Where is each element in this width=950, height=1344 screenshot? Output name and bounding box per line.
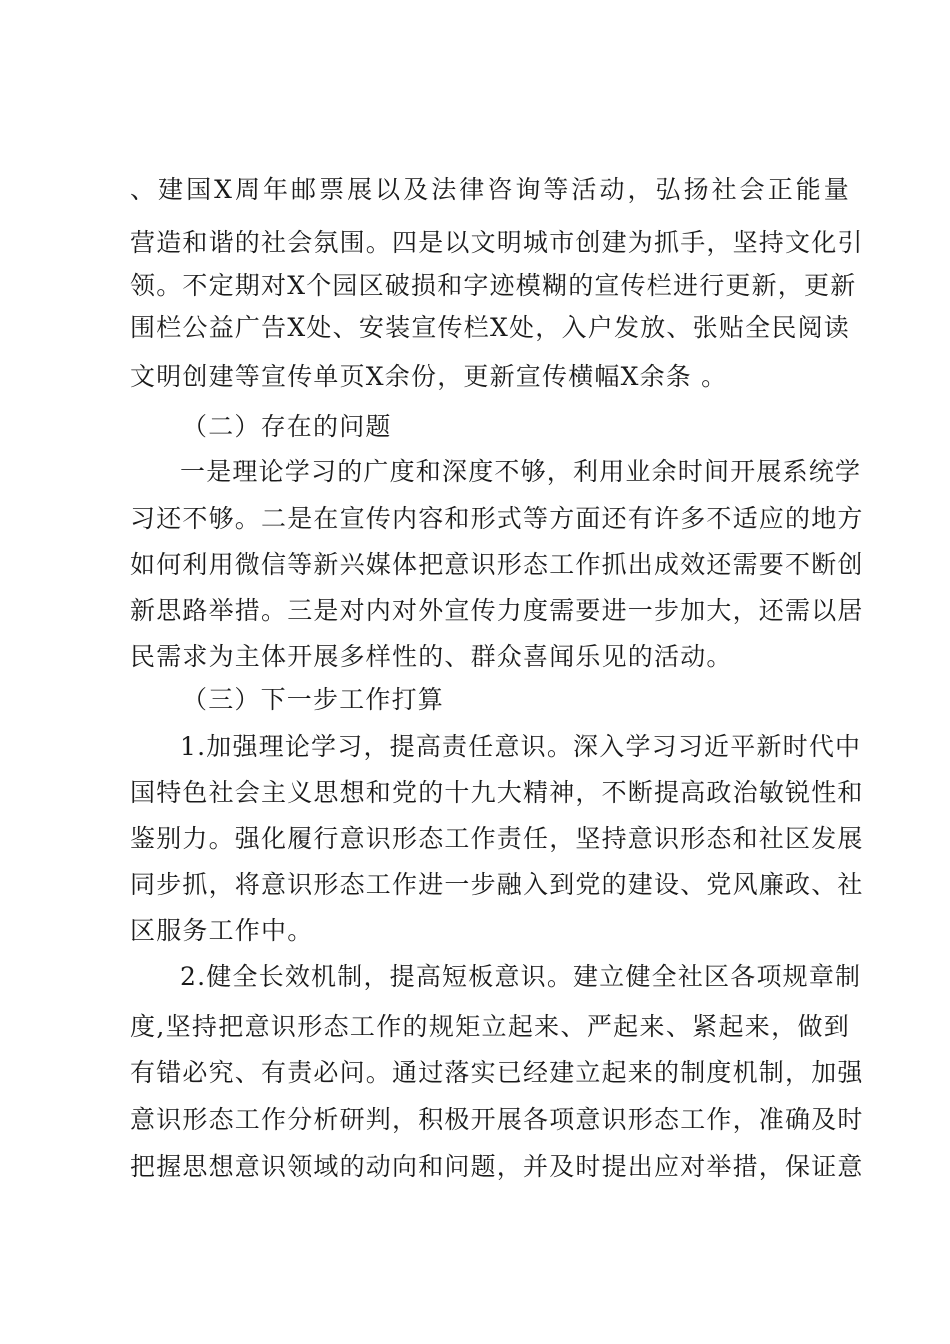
- text-line: 新思路举措。三是对内对外宣传力度需要进一步加大，还需以居: [130, 596, 864, 625]
- text-line: 围栏公益广告X处、安装宣传栏X处，入户发放、张贴全民阅读: [130, 313, 850, 342]
- text-line: 领。不定期对X个园区破损和字迹模糊的宣传栏进行更新，更新: [130, 271, 857, 300]
- section-heading-next-steps: （三）下一步工作打算: [182, 685, 445, 714]
- text-line: 民需求为主体开展多样性的、群众喜闻乐见的活动。: [130, 642, 733, 671]
- text-line: 、建国X周年邮票展以及法律咨询等活动，弘扬社会正能量: [130, 175, 850, 204]
- text-line: 营造和谐的社会氛围。四是以文明城市创建为抓手，坚持文化引: [130, 228, 864, 257]
- text-line: 如何利用微信等新兴媒体把意识形态工作抓出成效还需要不断创: [130, 550, 864, 579]
- text-line: 国特色社会主义思想和党的十九大精神，不断提高政治敏锐性和: [130, 778, 864, 807]
- text-line: 同步抓，将意识形态工作进一步融入到党的建设、党风廉政、社: [130, 870, 864, 899]
- text-line: 度,坚持把意识形态工作的规矩立起来、严起来、紧起来，做到: [130, 1012, 850, 1041]
- text-line: 一是理论学习的广度和深度不够，利用业余时间开展系统学: [180, 457, 862, 486]
- text-line: 区服务工作中。: [130, 916, 314, 945]
- text-line: 把握思想意识领域的动向和问题，并及时提出应对举措，保证意: [130, 1152, 864, 1181]
- text-line: 文明创建等宣传单页X余份，更新宣传横幅X余条 。: [130, 362, 728, 391]
- text-line: 2.健全长效机制，提高短板意识。建立健全社区各项规章制: [180, 962, 862, 991]
- text-line: 有错必究、有责必问。通过落实已经建立起来的制度机制，加强: [130, 1058, 864, 1087]
- text-line: 1.加强理论学习，提高责任意识。深入学习习近平新时代中: [180, 732, 862, 761]
- text-line: 习还不够。二是在宣传内容和形式等方面还有许多不适应的地方: [130, 504, 864, 533]
- text-line: 鉴别力。强化履行意识形态工作责任，坚持意识形态和社区发展: [130, 824, 864, 853]
- section-heading-problems: （二）存在的问题: [182, 412, 392, 441]
- text-line: 意识形态工作分析研判，积极开展各项意识形态工作，准确及时: [130, 1105, 864, 1134]
